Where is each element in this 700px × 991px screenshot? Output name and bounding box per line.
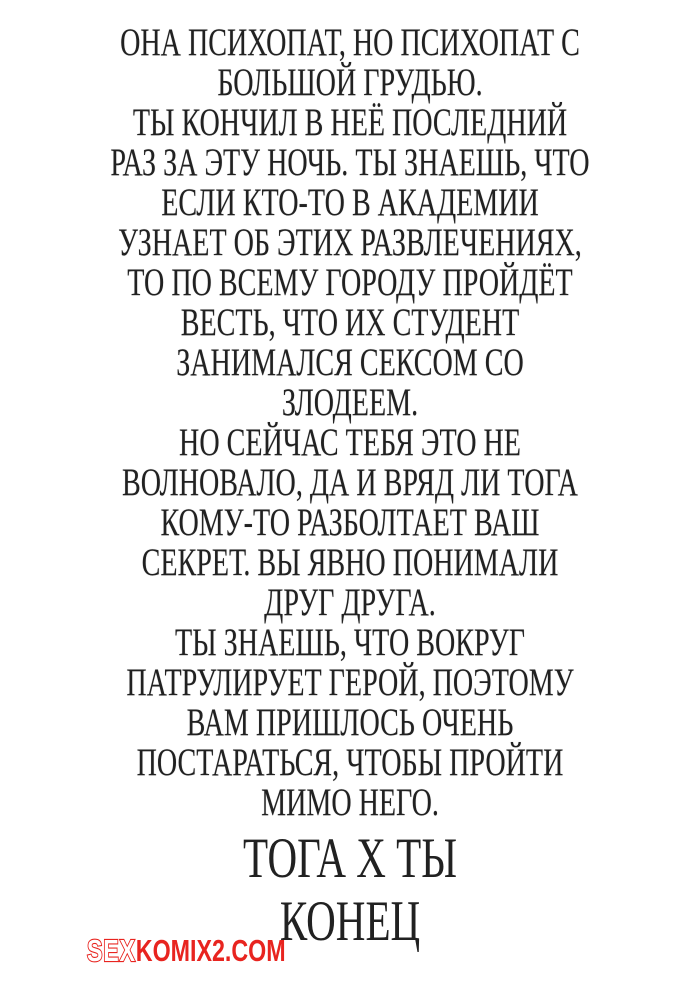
narration-line: ДРУГ ДРУГА. bbox=[264, 581, 436, 624]
narration-line: ВАМ ПРИШЛОСЬ ОЧЕНЬ bbox=[186, 701, 514, 744]
narration-line: КОМУ-ТО РАЗБОЛТАЕТ ВАШ bbox=[160, 501, 540, 544]
narration-line: ВОЛНОВАЛО, ДА И ВРЯД ЛИ ТОГА bbox=[122, 461, 578, 504]
narration-line: ТЫ ЗНАЕШЬ, ЧТО ВОКРУГ bbox=[174, 621, 526, 664]
narration-line: ПОСТАРАТЬСЯ, ЧТОБЫ ПРОЙТИ bbox=[136, 741, 564, 784]
narration-line: УЗНАЕТ ОБ ЭТИХ РАЗВЛЕЧЕНИЯХ, bbox=[118, 221, 582, 264]
narration-line: СЕКРЕТ. ВЫ ЯВНО ПОНИМАЛИ bbox=[141, 541, 559, 584]
narration-line: ЗАНИМАЛСЯ СЕКСОМ СО bbox=[176, 341, 524, 384]
narration-line: ЕСЛИ КТО-ТО В АКАДЕМИИ bbox=[161, 181, 539, 224]
ending-block bbox=[0, 827, 700, 953]
narration-line: ТЫ КОНЧИЛ В НЕЁ ПОСЛЕДНИЙ bbox=[132, 101, 568, 144]
narration-line: РАЗ ЗА ЭТУ НОЧЬ. ТЫ ЗНАЕШЬ, ЧТО bbox=[110, 141, 590, 184]
ending-title: ТОГА X ТЫ bbox=[242, 827, 458, 890]
watermark-sex-text: SEX bbox=[87, 933, 136, 968]
watermark-domain-text: KOMIX2.COM bbox=[135, 933, 286, 968]
narration-text bbox=[0, 23, 700, 823]
ending-subtitle: КОНЕЦ bbox=[279, 890, 421, 953]
narration-line: НО СЕЙЧАС ТЕБЯ ЭТО НЕ bbox=[179, 421, 521, 464]
narration-line: ТО ПО ВСЕМУ ГОРОДУ ПРОЙДЁТ bbox=[127, 261, 573, 304]
narration-line: МИМО НЕГО. bbox=[261, 781, 439, 824]
narration-line: ОНА ПСИХОПАТ, НО ПСИХОПАТ С bbox=[120, 21, 580, 64]
narration-line: БОЛЬШОЙ ГРУДЬЮ. bbox=[217, 61, 483, 104]
narration-line: ПАТРУЛИРУЕТ ГЕРОЙ, ПОЭТОМУ bbox=[126, 661, 574, 704]
narration-line: ЗЛОДЕЕМ. bbox=[281, 381, 419, 424]
narration-line: ВЕСТЬ, ЧТО ИХ СТУДЕНТ bbox=[180, 301, 520, 344]
